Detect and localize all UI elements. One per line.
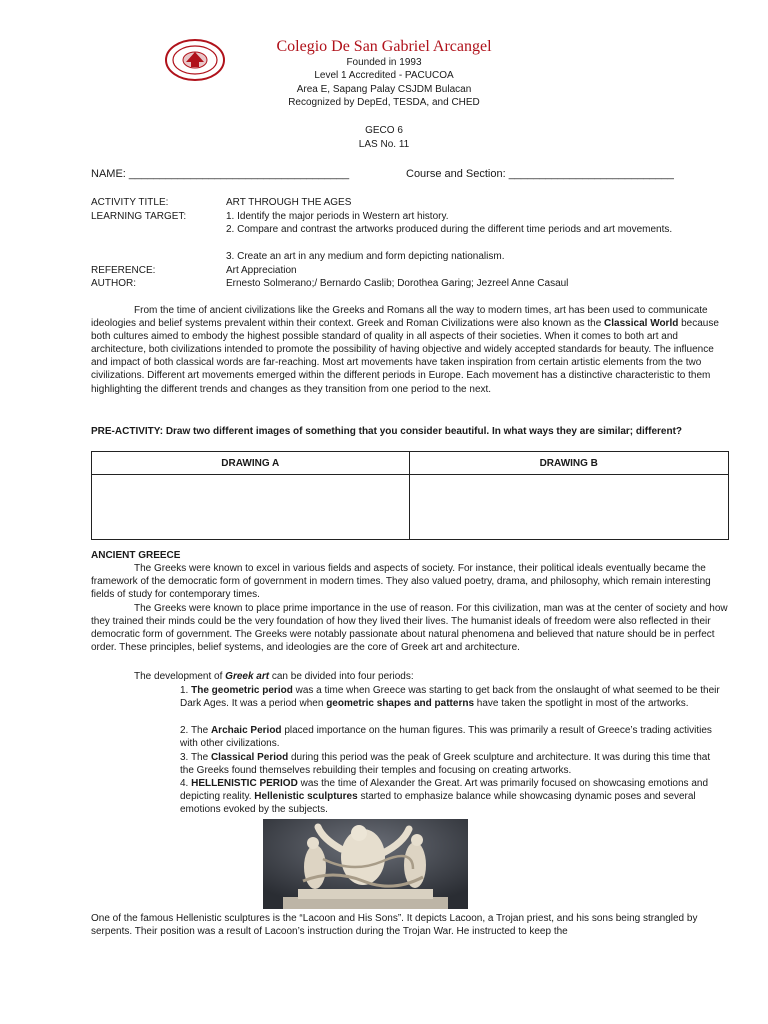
list-item-classical: 3. The Classical Period during this period was the peak of Greek sculpture and architecture. It was during this time that the Greeks found themselves rebuilding their temples and focusing on creating artworks. [180, 752, 711, 777]
activity-title-value: ART THROUGH THE AGES [226, 197, 352, 208]
drawing-table [91, 451, 729, 540]
closing-paragraph: One of the famous Hellenistic sculptures is the “Lacoon and His Sons”. It depicts Lacoon, a Trojan priest, and his sons being strangled by serpents. Their position was a result of Lacoon’s instruction during the Trojan War. He instructed to keep the [91, 913, 698, 938]
greece-paragraph-3: The development of Greek art can be divided into four periods: [134, 671, 414, 682]
drawing-a-box[interactable] [92, 475, 410, 540]
drawing-a-header: DRAWING A [92, 452, 410, 475]
drawing-b-box[interactable] [409, 475, 728, 540]
learning-target-label: LEARNING TARGET: [91, 211, 187, 222]
list-item-hellenistic: 4. HELLENISTIC PERIOD was the time of Alexander the Great. Art was primarily focused on showcasing emotions and depicting reality. Hellenistic sculptures started to emphasize balance while showcasing dynamic poses and several emotions evoked by the subjects. [180, 778, 709, 816]
course-code: GECO 6 [365, 125, 403, 136]
course-section-field[interactable]: Course and Section: ___________________________ [406, 168, 674, 180]
las-number: LAS No. 11 [358, 139, 410, 150]
classical-world-term: Classical World [604, 318, 679, 330]
learning-target-2: 2. Compare and contrast the artworks produced during the different time periods and art movements. [226, 224, 673, 235]
reference-value: Art Appreciation [226, 265, 297, 276]
greece-paragraph-2: The Greeks were known to place prime importance in the use of reason. For this civilization, man was at the center of society and how they trained their minds could be the very foundation of how they lived their lives. The humanist ideals of freedom were also reflected in their democratic form of government. The Greeks were notably passionate about natural phenomena and believed that nature should be in perfect order. These principles, belief systems, and ideologies are the core of Greek art and architecture. [91, 603, 728, 654]
name-field[interactable]: NAME: ____________________________________ [91, 168, 350, 180]
drawing-b-header: DRAWING B [409, 452, 728, 475]
list-item-archaic: 2. The Archaic Period placed importance on the human figures. This was primarily a result of Greece’s trading activities with other civilizations. [180, 725, 712, 750]
accreditation-line: Level 1 Accredited - PACUCOA [314, 70, 454, 81]
pre-activity-instruction: PRE-ACTIVITY: Draw two different images of something that you consider beautiful. In what ways they are similar; different? [91, 426, 683, 437]
greece-paragraph-1: The Greeks were known to excel in various fields and aspects of society. For instance, their political ideals eventually became the framework of the democratic form of government in modern times. They also valued poetry, drama, and philosophy, which remain interesting fields of study for contemporary times. [91, 563, 711, 601]
author-value: Ernesto Solmerano;/ Bernardo Caslib; Dorothea Garing; Jezreel Anne Casaul [226, 278, 569, 289]
recognition-line: Recognized by DepEd, TESDA, and CHED [288, 97, 480, 108]
learning-target-3: 3. Create an art in any medium and form depicting nationalism. [226, 251, 505, 262]
author-label: AUTHOR: [91, 278, 136, 289]
address-line: Area E, Sapang Palay CSJDM Bulacan [296, 84, 472, 95]
laocoon-sculpture-image [263, 819, 468, 909]
list-item-geometric: 1. The geometric period was a time when Greece was starting to get back from the onslaught of what seemed to be their Dark Ages. It was a period when geometric shapes and patterns have taken the spotlight in most of the artworks. [180, 685, 720, 710]
school-name: Colegio De San Gabriel Arcangel [276, 38, 492, 55]
intro-paragraph: From the time of ancient civilizations like the Greeks and Romans all the way to modern times, art has been used to communicate ideologies and belief systems prevalent within their context. Greek and Roman Civilizations were also known as the Classical World because both cultures aimed to embody the highest possible standard of quality in all aspects of their societies. When it comes to both art and architecture, both civilizations intended to promote the possibility of having objective and widely accepted standards for beauty. The influence and impact of both classical words are far-reaching. Most art movements have taken inspiration from certain artistic elements from the two civilizations. Different art movements emerged within the different periods in Europe. Each movement has a distinctive characteristic to them highlighting the different trends and changes as they transition from one period to the next. [91, 305, 719, 395]
founded-line: Founded in 1993 [346, 57, 422, 68]
reference-label: REFERENCE: [91, 265, 156, 276]
activity-title-label: ACTIVITY TITLE: [91, 197, 169, 208]
section-heading-ancient-greece: ANCIENT GREECE [91, 550, 181, 561]
learning-target-1: 1. Identify the major periods in Western art history. [226, 211, 449, 222]
